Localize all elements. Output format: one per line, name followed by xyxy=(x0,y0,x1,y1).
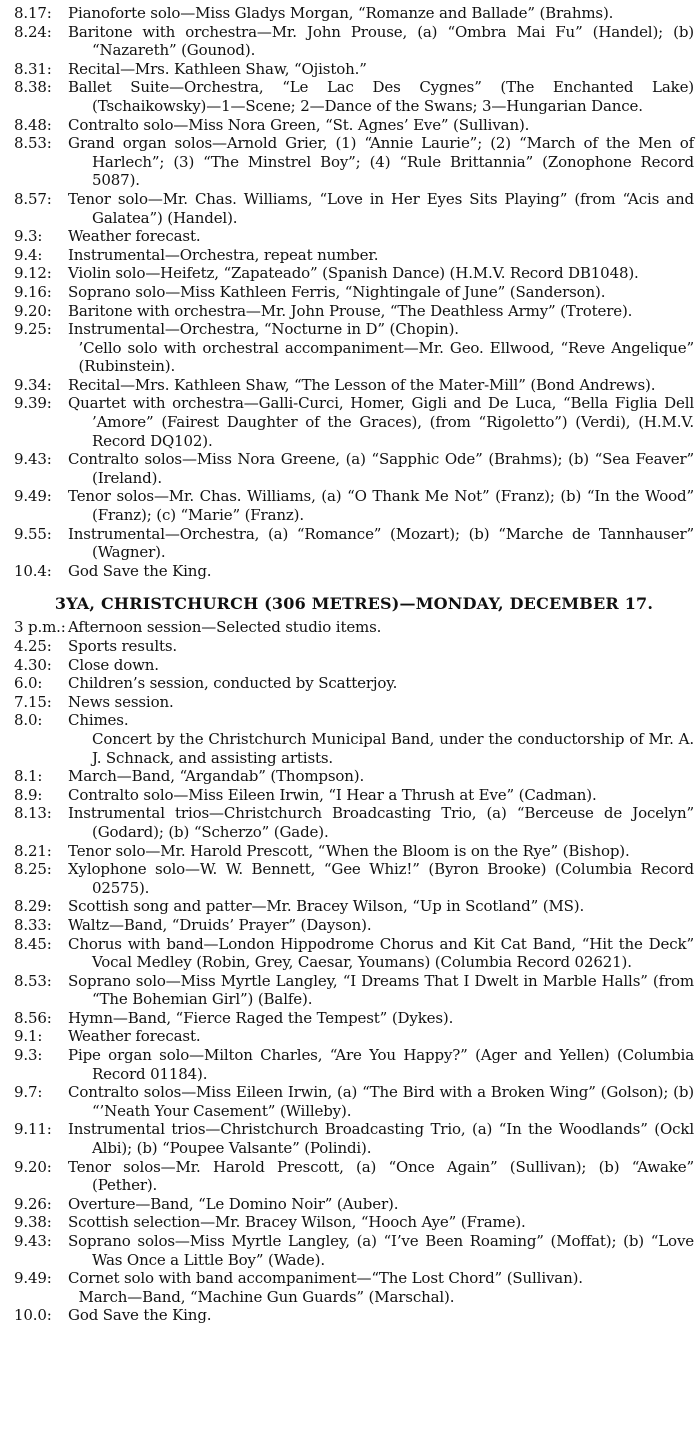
entry-description: Recital—Mrs. Kathleen Shaw, “Ojistoh.” xyxy=(68,59,367,78)
programme-section-2 xyxy=(14,618,694,1325)
programme-entry xyxy=(14,767,694,786)
entry-time: 9.11: xyxy=(14,1120,52,1139)
entry-description: Scottish song and patter—Mr. Bracey Wilson, “Up in Scotland” (MS). xyxy=(68,897,585,916)
entry-time: 9.3: xyxy=(14,1046,43,1065)
programme-entry xyxy=(14,656,694,675)
entry-time: 9.34: xyxy=(14,375,52,394)
entry-description: Hymn—Band, “Fierce Raged the Tempest” (Dykes). xyxy=(68,1008,454,1027)
programme-entry xyxy=(14,487,694,524)
entry-time: 9.1: xyxy=(14,1027,43,1046)
entry-description: Contralto solo—Miss Eileen Irwin, “I Hear a Thrush at Eve” (Cadman). xyxy=(68,785,597,804)
entry-description: Close down. xyxy=(68,655,159,674)
entry-time: 8.45: xyxy=(14,934,52,953)
programme-entry xyxy=(14,804,694,841)
programme-entry xyxy=(14,283,694,302)
entry-description: Grand organ solos—Arnold Grier, (1) “Annie Laurie”; (2) “March of the Men of Harlech”; (3) “The Minstrel Boy”; (4) “Rule Brittannia” (Zonophone Record 5087). xyxy=(68,134,694,190)
entry-time: 8.25: xyxy=(14,860,52,879)
entry-time: 9.16: xyxy=(14,282,52,301)
entry-time: 9.12: xyxy=(14,264,52,283)
entry-description: Pipe organ solo—Milton Charles, “Are You Happy?” (Ager and Yellen) (Columbia Record 01184). xyxy=(68,1046,694,1083)
programme-entry xyxy=(14,1120,694,1157)
entry-time: 6.0: xyxy=(14,674,43,693)
programme-entry xyxy=(14,674,694,693)
entry-description: Tenor solos—Mr. Harold Prescott, (a) “Once Again” (Sullivan); (b) “Awake” (Pether). xyxy=(68,1157,694,1195)
entry-description: Weather forecast. xyxy=(68,1027,201,1046)
entry-description: God Save the King. xyxy=(68,561,212,580)
programme-entry xyxy=(14,320,694,339)
entry-description: Chimes. xyxy=(68,711,129,730)
entry-description: Pianoforte solo—Miss Gladys Morgan, “Romanze and Ballade” (Brahms). xyxy=(68,4,614,22)
programme-entry xyxy=(14,730,694,767)
programme-entry xyxy=(14,134,694,190)
programme-entry xyxy=(14,525,694,562)
entry-time: 4.25: xyxy=(14,637,52,655)
programme-entry xyxy=(14,339,694,376)
entry-description: Children’s session, conducted by Scatterjoy. xyxy=(68,674,398,693)
entry-time: 8.24: xyxy=(14,22,52,41)
programme-entry xyxy=(14,376,694,395)
entry-time: 8.31: xyxy=(14,59,52,78)
entry-time: 8.57: xyxy=(14,189,52,208)
entry-description: Recital—Mrs. Kathleen Shaw, “The Lesson of the Mater-Mill” (Bond Andrews). xyxy=(68,375,656,394)
entry-time: 9.43: xyxy=(14,1232,52,1250)
entry-description: Instrumental trios—Christchurch Broadcasting Trio, (a) “Berceuse de Jocelyn” (Godard); (b) “Scherzo” (Gade). xyxy=(68,804,694,841)
programme-entry xyxy=(14,450,694,487)
entry-description: March—Band, “Machine Gun Guards” (Marschal). xyxy=(78,1287,455,1306)
entry-time: 8.33: xyxy=(14,915,52,934)
entry-time: 9.20: xyxy=(14,301,52,320)
entry-description: Baritone with orchestra—Mr. John Prouse, “The Deathless Army” (Trotere). xyxy=(68,301,633,320)
entry-time: 10.4: xyxy=(14,561,52,580)
programme-section-1 xyxy=(14,4,694,580)
entry-time: 9.20: xyxy=(14,1157,52,1176)
entry-time: 9.43: xyxy=(14,450,52,469)
programme-entry xyxy=(14,786,694,805)
programme-entry xyxy=(14,618,694,637)
entry-description: Weather forecast. xyxy=(68,227,201,246)
entry-description: Afternoon session—Selected studio items. xyxy=(68,618,382,637)
programme-entry xyxy=(14,1232,694,1269)
entry-description: Contralto solos—Miss Nora Greene, (a) “Sapphic Ode” (Brahms); (b) “Sea Feaver” (Ireland). xyxy=(68,450,694,487)
entry-time: 8.53: xyxy=(14,971,52,990)
entry-description: ’Cello solo with orchestral accompaniment—Mr. Geo. Ellwood, “Reve Angelique” (Rubinstein). xyxy=(78,338,694,376)
programme-entry xyxy=(14,1306,694,1325)
entry-time: 8.38: xyxy=(14,78,52,97)
entry-time: 9.49: xyxy=(14,1269,52,1288)
programme-entry xyxy=(14,1046,694,1083)
entry-description: Violin solo—Heifetz, “Zapateado” (Spanish Dance) (H.M.V. Record DB1048). xyxy=(68,264,639,283)
entry-description: Ballet Suite—Orchestra, “Le Lac Des Cygnes” (The Enchanted Lake) (Tschaikowsky)—1—Scene; 2—Dance of the Swans; 3—Hungarian Dance. xyxy=(68,78,694,115)
entry-description: Quartet with orchestra—Galli-Curci, Homer, Gigli and De Luca, “Bella Figlia Dell ’Amore” (Fairest Daughter of the Graces), (from “Rigoletto”) (Verdi), (H.M.V. Record DQ102). xyxy=(68,394,694,450)
entry-time: 8.0: xyxy=(14,711,43,730)
programme-entry xyxy=(14,1083,694,1120)
programme-entry xyxy=(14,264,694,283)
entry-time: 9.25: xyxy=(14,320,52,339)
entry-description: Soprano solo—Miss Kathleen Ferris, “Nightingale of June” (Sanderson). xyxy=(68,282,606,301)
entry-time: 8.56: xyxy=(14,1008,52,1027)
programme-entry xyxy=(14,972,694,1009)
entry-time: 8.21: xyxy=(14,841,52,860)
entry-time: 9.7: xyxy=(14,1083,43,1102)
entry-time: 9.38: xyxy=(14,1213,52,1232)
entry-time: 8.9: xyxy=(14,785,43,804)
programme-entry xyxy=(14,897,694,916)
entry-description: Cornet solo with band accompaniment—“The Lost Chord” (Sullivan). xyxy=(68,1269,583,1288)
entry-time: 8.1: xyxy=(14,767,43,786)
entry-time: 9.39: xyxy=(14,394,52,413)
entry-description: Contralto solos—Miss Eileen Irwin, (a) “The Bird with a Broken Wing” (Golson); (b) “’Neath Your Casement” (Willeby). xyxy=(68,1083,694,1120)
entry-description: News session. xyxy=(68,692,174,711)
entry-description: Tenor solo—Mr. Chas. Williams, “Love in Her Eyes Sits Playing” (from “Acis and Galatea”) (Handel). xyxy=(68,189,694,227)
programme-entry xyxy=(14,60,694,79)
programme-entry xyxy=(14,116,694,135)
programme-entry xyxy=(14,227,694,246)
entry-time: 10.0: xyxy=(14,1306,52,1325)
entry-time: 9.55: xyxy=(14,524,52,543)
entry-description: Concert by the Christchurch Municipal Band, under the conductorship of Mr. A. J. Schnack, and assisting artists. xyxy=(92,729,694,767)
station-heading: 3YA, CHRISTCHURCH (306 METRES)—MONDAY, DECEMBER 17. xyxy=(54,594,654,614)
entry-time: 9.26: xyxy=(14,1194,52,1213)
programme-entry xyxy=(14,78,694,115)
entry-time: 8.13: xyxy=(14,804,52,823)
programme-entry xyxy=(14,935,694,972)
entry-description: Baritone with orchestra—Mr. John Prouse, (a) “Ombra Mai Fu” (Handel); (b) “Nazareth” (Gounod). xyxy=(68,22,694,60)
programme-entry xyxy=(14,1288,694,1307)
entry-description: Tenor solos—Mr. Chas. Williams, (a) “O Thank Me Not” (Franz); (b) “In the Wood” (Franz); (c) “Marie” (Franz). xyxy=(68,487,694,525)
entry-time: 9.3: xyxy=(14,227,43,246)
programme-entry xyxy=(14,637,694,656)
programme-entry xyxy=(14,302,694,321)
entry-description: Contralto solo—Miss Nora Green, “St. Agnes’ Eve” (Sullivan). xyxy=(68,115,530,134)
programme-entry xyxy=(14,190,694,227)
entry-time: 9.4: xyxy=(14,245,43,264)
entry-description: Soprano solos—Miss Myrtle Langley, (a) “I’ve Been Roaming” (Moffat); (b) “Love Was Once a Little Boy” (Wade). xyxy=(68,1232,694,1269)
entry-description: Sports results. xyxy=(68,637,178,655)
programme-entry xyxy=(14,23,694,60)
programme-entry xyxy=(14,1009,694,1028)
entry-description: Xylophone solo—W. W. Bennett, “Gee Whiz!” (Byron Brooke) (Columbia Record 02575). xyxy=(68,860,694,897)
programme-entry xyxy=(14,4,694,23)
programme-entry xyxy=(14,394,694,450)
entry-description: God Save the King. xyxy=(68,1306,212,1325)
programme-entry xyxy=(14,711,694,730)
entry-description: Scottish selection—Mr. Bracey Wilson, “Hooch Aye” (Frame). xyxy=(68,1213,526,1232)
programme-entry xyxy=(14,860,694,897)
programme-entry xyxy=(14,1213,694,1232)
entry-description: Tenor solo—Mr. Harold Prescott, “When the Bloom is on the Rye” (Bishop). xyxy=(68,841,630,860)
entry-description: Waltz—Band, “Druids’ Prayer” (Dayson). xyxy=(68,915,372,934)
entry-time: 4.30: xyxy=(14,655,52,674)
entry-description: Chorus with band—London Hippodrome Chorus and Kit Cat Band, “Hit the Deck” Vocal Medley (Robin, Grey, Caesar, Youmans) (Columbia Record 02621). xyxy=(68,934,694,972)
programme-entry xyxy=(14,1027,694,1046)
entry-description: Instrumental—Orchestra, “Nocturne in D” (Chopin). xyxy=(68,320,459,339)
entry-time: 9.49: xyxy=(14,487,52,506)
entry-description: Instrumental—Orchestra, (a) “Romance” (Mozart); (b) “Marche de Tannhauser” (Wagner). xyxy=(68,524,694,562)
entry-time: 8.17: xyxy=(14,4,52,22)
entry-time: 3 p.m.: xyxy=(14,618,66,637)
programme-entry xyxy=(14,246,694,265)
entry-description: Instrumental—Orchestra, repeat number. xyxy=(68,245,379,264)
programme-entry xyxy=(14,693,694,712)
entry-time: 8.53: xyxy=(14,134,52,153)
entry-time: 8.48: xyxy=(14,115,52,134)
programme-entry xyxy=(14,1158,694,1195)
entry-description: Overture—Band, “Le Domino Noir” (Auber). xyxy=(68,1194,399,1213)
entry-description: Soprano solo—Miss Myrtle Langley, “I Dreams That I Dwelt in Marble Halls” (from “The Bohemian Girl”) (Balfe). xyxy=(68,971,694,1009)
entry-description: March—Band, “Argandab” (Thompson). xyxy=(68,767,365,786)
programme-entry xyxy=(14,842,694,861)
programme-entry xyxy=(14,1269,694,1288)
programme-entry xyxy=(14,1195,694,1214)
entry-description: Instrumental trios—Christchurch Broadcasting Trio, (a) “In the Woodlands” (Ockl Albi); (b) “Poupee Valsante” (Polindi). xyxy=(68,1120,694,1158)
entry-time: 8.29: xyxy=(14,897,52,916)
entry-time: 7.15: xyxy=(14,692,52,711)
programme-entry xyxy=(14,562,694,581)
programme-entry xyxy=(14,916,694,935)
